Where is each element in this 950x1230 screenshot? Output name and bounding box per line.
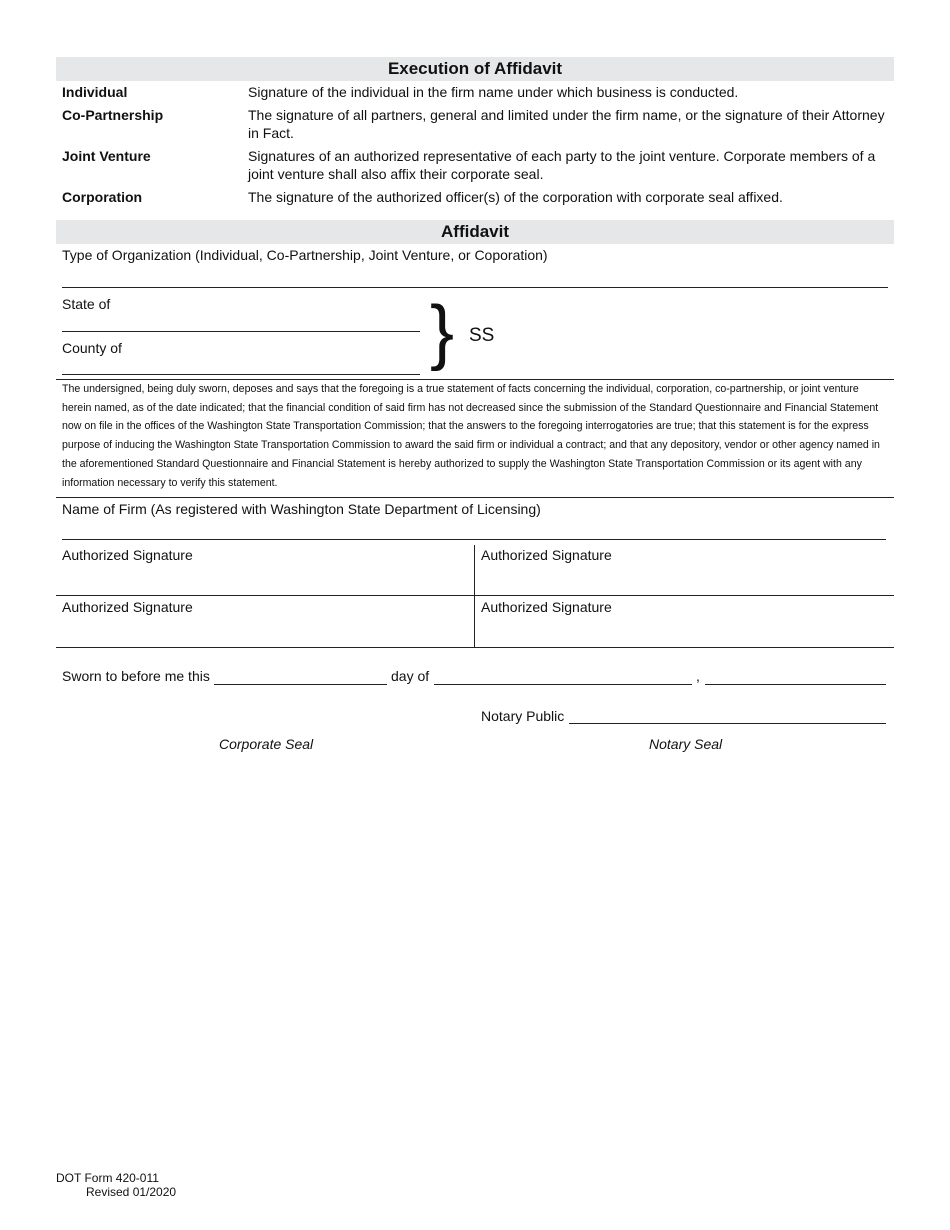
state-underline: [62, 331, 420, 332]
term-corporation: Corporation: [62, 189, 143, 205]
org-type-underline: [62, 287, 888, 288]
notary-public-input[interactable]: [569, 703, 886, 722]
sworn-year-input[interactable]: [705, 664, 886, 683]
sworn-month-underline: [434, 684, 692, 685]
corporate-seal-label: Corporate Seal: [219, 736, 314, 752]
authorized-signature-label: Authorized Signature: [481, 547, 612, 563]
sworn-day-input[interactable]: [214, 664, 387, 683]
ss-label: SS: [469, 325, 495, 346]
revised-date: Revised 01/2020: [86, 1185, 177, 1199]
sworn-label: Sworn to before me this: [62, 668, 210, 684]
county-label: County of: [62, 340, 122, 356]
signature-bottom-rule: [56, 647, 894, 648]
term-individual: Individual: [62, 84, 128, 100]
day-of-label: day of: [391, 668, 430, 684]
definition-co-partnership: The signature of all partners, general and limited under the firm name, or the signature of their Attorney in Fact.: [248, 107, 885, 141]
state-input[interactable]: [130, 309, 418, 329]
sworn-month-input[interactable]: [434, 664, 692, 683]
sworn-day-underline: [214, 684, 387, 685]
firm-name-label: Name of Firm (As registered with Washington State Department of Licensing): [62, 501, 541, 517]
signature-field-4[interactable]: [476, 597, 894, 646]
brace-symbol: }: [430, 292, 455, 372]
signature-grid-divider: [474, 545, 475, 648]
definition-corporation: The signature of the authorized officer(s) of the corporation with corporate seal affixed.: [248, 189, 783, 205]
firm-name-input[interactable]: [62, 518, 886, 538]
sworn-year-underline: [705, 684, 886, 685]
org-type-input[interactable]: [62, 266, 888, 286]
authorized-signature-label: Authorized Signature: [481, 599, 612, 615]
signature-field-3[interactable]: [56, 597, 472, 646]
firm-name-underline: [62, 539, 886, 540]
definition-individual: Signature of the individual in the firm name under which business is conducted.: [248, 84, 739, 100]
sworn-statement-text: The undersigned, being duly sworn, deposes and says that the foregoing is a true statement of facts concerning the individual, corporation, co-partnership, or joint venture herein named, as of the date indicated; that the financial condition of said firm has not decreased since the submission of the Standard Questionnaire and Financial Statement now on file in the offices of the Washington State Transportation Commission; that the answers to the foregoing interrogatories are true; that this statement is for the express purpose of inducing the Washington State Transportation Commission to award the said firm or individual a contract; and that any depository, vendor or other agency named in the aforementioned Standard Questionnaire and Financial Statement is hereby authorized to supply the Washington State Transportation Commission or its agent with any information necessary to verify this statement.: [62, 383, 880, 489]
term-co-partnership: Co-Partnership: [62, 107, 164, 123]
county-input[interactable]: [140, 352, 418, 372]
definition-joint-venture: Signatures of an authorized representative of each party to the joint venture. Corporate members of a joint venture shall also affix their corporate seal.: [248, 148, 876, 182]
org-type-label: Type of Organization (Individual, Co-Partnership, Joint Venture, or Coporation): [62, 247, 548, 263]
notary-public-underline: [569, 723, 886, 724]
affidavit-heading: Affidavit: [56, 220, 894, 244]
authorized-signature-label: Authorized Signature: [62, 599, 193, 615]
form-number: DOT Form 420-011: [56, 1171, 159, 1185]
execution-heading: Execution of Affidavit: [56, 57, 894, 81]
date-comma: ,: [696, 668, 700, 684]
statement-bottom-rule: [56, 497, 894, 498]
term-joint-venture: Joint Venture: [62, 148, 151, 164]
notary-public-label: Notary Public: [481, 708, 565, 724]
notary-seal-label: Notary Seal: [649, 736, 723, 752]
signature-field-1[interactable]: [56, 545, 472, 594]
county-underline: [62, 374, 420, 375]
signature-row-rule: [56, 595, 894, 596]
signature-field-2[interactable]: [476, 545, 894, 594]
state-label: State of: [62, 296, 111, 312]
authorized-signature-label: Authorized Signature: [62, 547, 193, 563]
